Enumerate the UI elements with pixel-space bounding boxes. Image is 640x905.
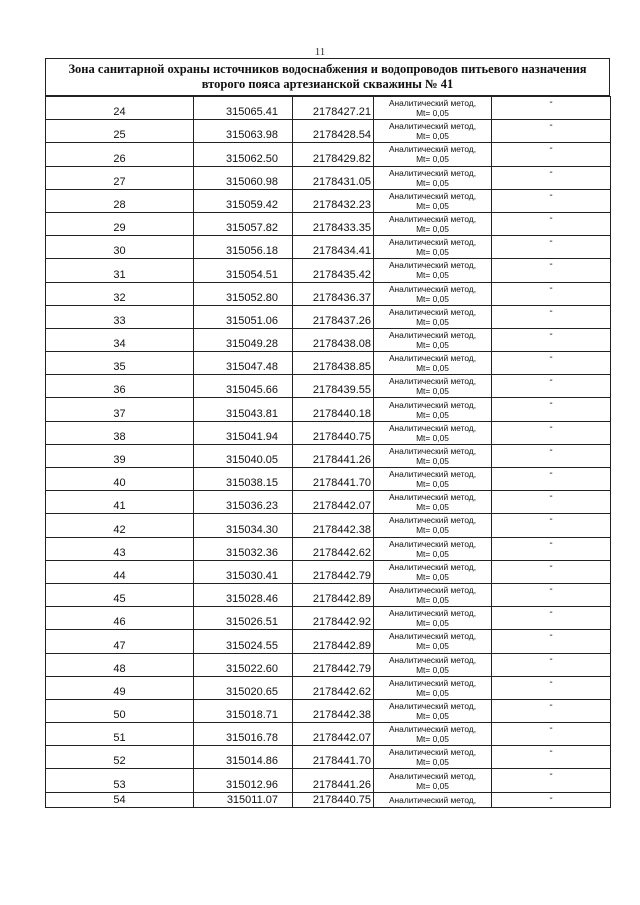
- table-row: [46, 352, 611, 375]
- table-row: [46, 792, 611, 807]
- y-coordinate-cell: 2178442.89: [293, 583, 374, 606]
- y-coordinate-cell: 2178437.26: [293, 305, 374, 328]
- remark-cell: -: [492, 699, 611, 722]
- table-row: [46, 583, 611, 606]
- remark-cell: -: [492, 421, 611, 444]
- remark-cell: -: [492, 676, 611, 699]
- method-label: Аналитический метод,: [388, 515, 477, 526]
- point-number-cell: 27: [46, 166, 194, 189]
- table-row: [46, 212, 611, 235]
- x-coordinate-cell: 315024.55: [194, 630, 293, 653]
- y-coordinate-cell: 2178429.82: [293, 143, 374, 166]
- x-coordinate-cell: 315063.98: [194, 120, 293, 143]
- table-row: [46, 444, 611, 467]
- accuracy-value: Мt= 0,05: [416, 108, 449, 119]
- point-number-cell: 29: [46, 212, 194, 235]
- accuracy-value: Мt= 0,05: [416, 780, 449, 791]
- point-number-cell: 49: [46, 676, 194, 699]
- point-number-cell: 28: [46, 189, 194, 212]
- accuracy-value: Мt= 0,05: [416, 339, 449, 350]
- accuracy-value: Мt= 0,05: [416, 224, 449, 235]
- method-label: Аналитический метод,: [388, 121, 477, 132]
- table-row: [46, 769, 611, 792]
- x-coordinate-cell: 315016.78: [194, 723, 293, 746]
- table-row: [46, 305, 611, 328]
- accuracy-value: Мt= 0,05: [416, 664, 449, 675]
- x-coordinate-cell: 315056.18: [194, 236, 293, 259]
- method-cell: [374, 398, 492, 421]
- method-cell: [374, 166, 492, 189]
- table-row: [46, 259, 611, 282]
- table-row: [46, 723, 611, 746]
- y-coordinate-cell: 2178434.41: [293, 236, 374, 259]
- table-row: [46, 607, 611, 630]
- x-coordinate-cell: 315059.42: [194, 189, 293, 212]
- table-title-line-2: второго пояса артезианской скважины № 41: [201, 77, 454, 91]
- x-coordinate-cell: 315052.80: [194, 282, 293, 305]
- point-number-cell: 54: [46, 792, 194, 807]
- method-cell: [374, 653, 492, 676]
- point-number-cell: 45: [46, 583, 194, 606]
- point-number-cell: 50: [46, 699, 194, 722]
- x-coordinate-cell: 315062.50: [194, 143, 293, 166]
- accuracy-value: Мt= 0,05: [416, 618, 449, 629]
- method-label: Аналитический метод,: [388, 283, 477, 294]
- table-row: [46, 143, 611, 166]
- point-number-cell: 32: [46, 282, 194, 305]
- y-coordinate-cell: 2178442.62: [293, 537, 374, 560]
- table-row: [46, 328, 611, 351]
- accuracy-value: Мt= 0,05: [416, 525, 449, 536]
- method-cell: [374, 143, 492, 166]
- y-coordinate-cell: 2178442.62: [293, 676, 374, 699]
- method-label: Аналитический метод,: [388, 538, 477, 549]
- table-row: [46, 120, 611, 143]
- y-coordinate-cell: 2178428.54: [293, 120, 374, 143]
- method-cell: [374, 421, 492, 444]
- method-label: Аналитический метод,: [388, 144, 477, 155]
- y-coordinate-cell: 2178427.21: [293, 97, 374, 120]
- table-row: [46, 699, 611, 722]
- point-number-cell: 39: [46, 444, 194, 467]
- method-label: Аналитический метод,: [388, 260, 477, 271]
- x-coordinate-cell: 315012.96: [194, 769, 293, 792]
- table-row: [46, 398, 611, 421]
- method-label: Аналитический метод,: [388, 214, 477, 225]
- method-cell: [374, 537, 492, 560]
- x-coordinate-cell: 315045.66: [194, 375, 293, 398]
- remark-cell: -: [492, 236, 611, 259]
- y-coordinate-cell: 2178433.35: [293, 212, 374, 235]
- table-row: [46, 421, 611, 444]
- point-number-cell: 37: [46, 398, 194, 421]
- x-coordinate-cell: 315054.51: [194, 259, 293, 282]
- remark-cell: -: [492, 398, 611, 421]
- method-label: Аналитический метод,: [388, 585, 477, 596]
- remark-cell: -: [492, 166, 611, 189]
- point-number-cell: 34: [46, 328, 194, 351]
- accuracy-value: Мt= 0,05: [416, 386, 449, 397]
- table-row: [46, 746, 611, 769]
- method-cell: [374, 305, 492, 328]
- accuracy-value: Мt= 0,05: [416, 316, 449, 327]
- table-row: [46, 166, 611, 189]
- x-coordinate-cell: 315065.41: [194, 97, 293, 120]
- accuracy-value: Мt= 0,05: [416, 154, 449, 165]
- method-cell: [374, 560, 492, 583]
- x-coordinate-cell: 315014.86: [194, 746, 293, 769]
- x-coordinate-cell: 315047.48: [194, 352, 293, 375]
- remark-cell: -: [492, 630, 611, 653]
- method-cell: [374, 328, 492, 351]
- point-number-cell: 26: [46, 143, 194, 166]
- y-coordinate-cell: 2178438.08: [293, 328, 374, 351]
- method-cell: [374, 352, 492, 375]
- method-label: Аналитический метод,: [388, 329, 477, 340]
- accuracy-value: Мt= 0,05: [416, 455, 449, 466]
- accuracy-value: Мt= 0,05: [416, 409, 449, 420]
- y-coordinate-cell: 2178438.85: [293, 352, 374, 375]
- method-label: Аналитический метод,: [388, 700, 477, 711]
- table-row: [46, 630, 611, 653]
- method-cell: [374, 699, 492, 722]
- method-label: Аналитический метод,: [388, 794, 477, 805]
- point-number-cell: 51: [46, 723, 194, 746]
- remark-cell: -: [492, 189, 611, 212]
- method-cell: [374, 769, 492, 792]
- remark-cell: -: [492, 537, 611, 560]
- y-coordinate-cell: 2178442.89: [293, 630, 374, 653]
- method-cell: [374, 491, 492, 514]
- table-title-line-1: Зона санитарной охраны источников водоснабжения и водопроводов питьевого назначения: [68, 62, 587, 76]
- y-coordinate-cell: 2178441.26: [293, 769, 374, 792]
- accuracy-value: Мt= 0,05: [416, 595, 449, 606]
- table-row: [46, 97, 611, 120]
- x-coordinate-cell: 315020.65: [194, 676, 293, 699]
- table-row: [46, 282, 611, 305]
- x-coordinate-cell: 315060.98: [194, 166, 293, 189]
- x-coordinate-cell: 315028.46: [194, 583, 293, 606]
- method-label: Аналитический метод,: [388, 422, 477, 433]
- x-coordinate-cell: 315018.71: [194, 699, 293, 722]
- point-number-cell: 43: [46, 537, 194, 560]
- remark-cell: -: [492, 583, 611, 606]
- table-row: [46, 236, 611, 259]
- table-row: [46, 514, 611, 537]
- x-coordinate-cell: 315043.81: [194, 398, 293, 421]
- remark-cell: -: [492, 607, 611, 630]
- method-cell: [374, 444, 492, 467]
- remark-cell: -: [492, 212, 611, 235]
- y-coordinate-cell: 2178442.07: [293, 491, 374, 514]
- remark-cell: -: [492, 746, 611, 769]
- method-cell: [374, 375, 492, 398]
- method-label: Аналитический метод,: [388, 445, 477, 456]
- table-row: [46, 491, 611, 514]
- point-number-cell: 36: [46, 375, 194, 398]
- table-row: [46, 676, 611, 699]
- method-cell: [374, 583, 492, 606]
- remark-cell: -: [492, 143, 611, 166]
- method-label: Аналитический метод,: [388, 469, 477, 480]
- point-number-cell: 33: [46, 305, 194, 328]
- method-label: Аналитический метод,: [388, 376, 477, 387]
- accuracy-value: Мt= 0,05: [416, 571, 449, 582]
- page-number: 11: [314, 46, 326, 58]
- y-coordinate-cell: 2178441.70: [293, 746, 374, 769]
- point-number-cell: 42: [46, 514, 194, 537]
- remark-cell: -: [492, 375, 611, 398]
- method-cell: [374, 607, 492, 630]
- x-coordinate-cell: 315057.82: [194, 212, 293, 235]
- remark-cell: -: [492, 328, 611, 351]
- y-coordinate-cell: 2178431.05: [293, 166, 374, 189]
- method-cell: [374, 236, 492, 259]
- x-coordinate-cell: 315040.05: [194, 444, 293, 467]
- method-label: Аналитический метод,: [388, 747, 477, 758]
- point-number-cell: 24: [46, 97, 194, 120]
- accuracy-value: Мt= 0,05: [416, 293, 449, 304]
- remark-cell: -: [492, 653, 611, 676]
- method-label: Аналитический метод,: [388, 399, 477, 410]
- point-number-cell: 44: [46, 560, 194, 583]
- y-coordinate-cell: 2178441.70: [293, 468, 374, 491]
- x-coordinate-cell: 315026.51: [194, 607, 293, 630]
- remark-cell: -: [492, 792, 611, 807]
- table-title: [45, 58, 610, 96]
- accuracy-value: Мt= 0,05: [416, 432, 449, 443]
- point-number-cell: 38: [46, 421, 194, 444]
- accuracy-value: Мt= 0,05: [416, 200, 449, 211]
- accuracy-value: Мt= 0,05: [416, 502, 449, 513]
- method-label: Аналитический метод,: [388, 654, 477, 665]
- accuracy-value: Мt= 0,05: [416, 710, 449, 721]
- table-row: [46, 468, 611, 491]
- remark-cell: -: [492, 560, 611, 583]
- accuracy-value: Мt= 0,05: [416, 734, 449, 745]
- point-number-cell: 40: [46, 468, 194, 491]
- accuracy-value: Мt= 0,05: [416, 177, 449, 188]
- accuracy-value: Мt= 0,05: [416, 757, 449, 768]
- remark-cell: -: [492, 444, 611, 467]
- point-number-cell: 52: [46, 746, 194, 769]
- method-cell: [374, 120, 492, 143]
- y-coordinate-cell: 2178439.55: [293, 375, 374, 398]
- method-label: Аналитический метод,: [388, 561, 477, 572]
- table-row: [46, 189, 611, 212]
- method-cell: [374, 630, 492, 653]
- y-coordinate-cell: 2178441.26: [293, 444, 374, 467]
- remark-cell: -: [492, 259, 611, 282]
- method-cell: [374, 189, 492, 212]
- method-label: Аналитический метод,: [388, 190, 477, 201]
- method-label: Аналитический метод,: [388, 98, 477, 109]
- method-label: Аналитический метод,: [388, 677, 477, 688]
- method-cell: [374, 723, 492, 746]
- method-label: Аналитический метод,: [388, 237, 477, 248]
- method-cell: [374, 282, 492, 305]
- point-number-cell: 47: [46, 630, 194, 653]
- point-number-cell: 48: [46, 653, 194, 676]
- point-number-cell: 41: [46, 491, 194, 514]
- method-cell: [374, 676, 492, 699]
- method-cell: [374, 97, 492, 120]
- x-coordinate-cell: 315041.94: [194, 421, 293, 444]
- point-number-cell: 35: [46, 352, 194, 375]
- x-coordinate-cell: 315032.36: [194, 537, 293, 560]
- remark-cell: -: [492, 769, 611, 792]
- remark-cell: -: [492, 468, 611, 491]
- accuracy-value: Мt= 0,05: [416, 363, 449, 374]
- method-label: Аналитический метод,: [388, 631, 477, 642]
- method-cell: [374, 514, 492, 537]
- x-coordinate-cell: 315011.07: [194, 792, 293, 807]
- point-number-cell: 30: [46, 236, 194, 259]
- point-number-cell: 25: [46, 120, 194, 143]
- x-coordinate-cell: 315036.23: [194, 491, 293, 514]
- remark-cell: -: [492, 120, 611, 143]
- y-coordinate-cell: 2178442.79: [293, 653, 374, 676]
- table-row: [46, 375, 611, 398]
- method-label: Аналитический метод,: [388, 167, 477, 178]
- accuracy-value: Мt= 0,05: [416, 270, 449, 281]
- method-label: Аналитический метод,: [388, 353, 477, 364]
- remark-cell: -: [492, 282, 611, 305]
- remark-cell: -: [492, 723, 611, 746]
- remark-cell: -: [492, 305, 611, 328]
- x-coordinate-cell: 315022.60: [194, 653, 293, 676]
- y-coordinate-cell: 2178440.75: [293, 421, 374, 444]
- remark-cell: -: [492, 491, 611, 514]
- x-coordinate-cell: 315038.15: [194, 468, 293, 491]
- method-label: Аналитический метод,: [388, 608, 477, 619]
- accuracy-value: Мt= 0,05: [416, 548, 449, 559]
- accuracy-value: Мt= 0,05: [416, 247, 449, 258]
- y-coordinate-cell: 2178436.37: [293, 282, 374, 305]
- method-label: Аналитический метод,: [388, 492, 477, 503]
- method-cell: [374, 212, 492, 235]
- y-coordinate-cell: 2178442.92: [293, 607, 374, 630]
- y-coordinate-cell: 2178440.75: [293, 792, 374, 807]
- remark-cell: -: [492, 352, 611, 375]
- point-number-cell: 31: [46, 259, 194, 282]
- y-coordinate-cell: 2178435.42: [293, 259, 374, 282]
- y-coordinate-cell: 2178442.38: [293, 514, 374, 537]
- accuracy-value: Мt= 0,05: [416, 479, 449, 490]
- table-row: [46, 560, 611, 583]
- method-cell: [374, 259, 492, 282]
- table-row: [46, 537, 611, 560]
- method-cell: [374, 792, 492, 807]
- accuracy-value: Мt= 0,05: [416, 641, 449, 652]
- x-coordinate-cell: 315034.30: [194, 514, 293, 537]
- remark-cell: -: [492, 97, 611, 120]
- x-coordinate-cell: 315049.28: [194, 328, 293, 351]
- y-coordinate-cell: 2178432.23: [293, 189, 374, 212]
- point-number-cell: 53: [46, 769, 194, 792]
- remark-cell: -: [492, 514, 611, 537]
- zone-table-sheet: [45, 58, 610, 808]
- method-label: Аналитический метод,: [388, 770, 477, 781]
- y-coordinate-cell: 2178440.18: [293, 398, 374, 421]
- table-row: [46, 653, 611, 676]
- x-coordinate-cell: 315030.41: [194, 560, 293, 583]
- x-coordinate-cell: 315051.06: [194, 305, 293, 328]
- y-coordinate-cell: 2178442.07: [293, 723, 374, 746]
- accuracy-value: Мt= 0,05: [416, 131, 449, 142]
- method-cell: [374, 468, 492, 491]
- method-cell: [374, 746, 492, 769]
- y-coordinate-cell: 2178442.38: [293, 699, 374, 722]
- method-label: Аналитический метод,: [388, 724, 477, 735]
- y-coordinate-cell: 2178442.79: [293, 560, 374, 583]
- coordinates-table: [45, 96, 611, 808]
- point-number-cell: 46: [46, 607, 194, 630]
- method-label: Аналитический метод,: [388, 306, 477, 317]
- accuracy-value: Мt= 0,05: [416, 687, 449, 698]
